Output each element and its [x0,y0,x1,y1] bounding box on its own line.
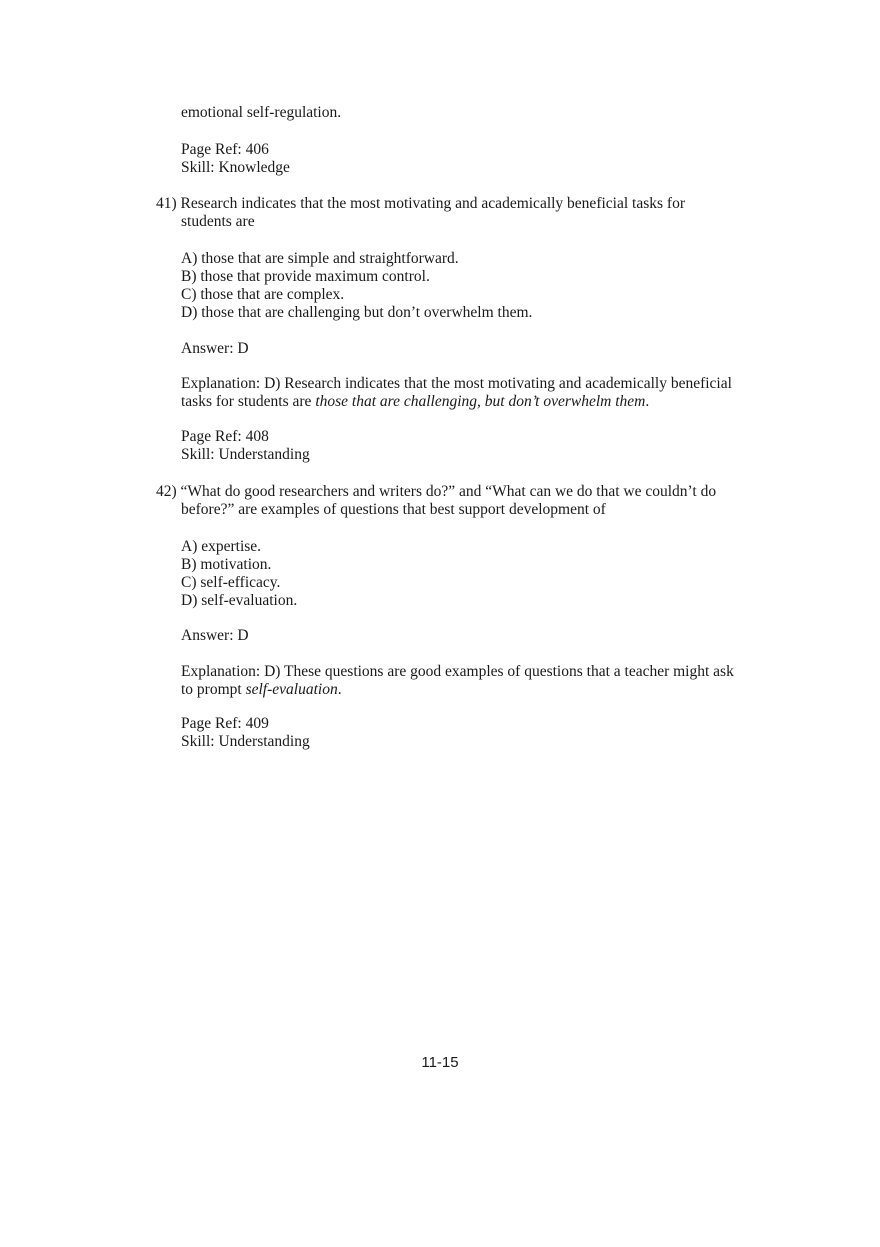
question-41-stem-line-1: Research indicates that the most motivating and academically beneficial tasks for [180,195,685,212]
question-42-answer: Answer: D [181,627,249,644]
question-42-stem-line-2: before?” are examples of questions that best support development of [181,501,606,518]
question-41-stem [156,195,685,213]
question-42-explanation-line-1: Explanation: D) These questions are good examples of questions that a teacher might ask [181,663,734,680]
question-41-explanation-end: . [645,393,650,410]
question-41-option-b: B) those that provide maximum control. [181,268,430,285]
prev-page-ref: Page Ref: 406 [181,141,269,158]
question-42-explanation-plain: to prompt [181,681,246,698]
question-41-skill: Skill: Understanding [181,446,310,463]
question-42-page-ref: Page Ref: 409 [181,715,269,732]
question-41-explanation-line-2 [181,393,649,411]
question-42-explanation-line-2 [181,681,342,699]
question-42-option-c: C) self-efficacy. [181,574,281,591]
question-41-page-ref: Page Ref: 408 [181,428,269,445]
question-41-option-a: A) those that are simple and straightforward. [181,250,459,267]
question-42-explanation-end: . [337,681,342,698]
question-42-explanation-italic: self-evaluation [245,681,338,698]
question-42-stem-line-1: “What do good researchers and writers do?” and “What can we do that we couldn’t do [180,483,717,500]
question-42-option-d: D) self-evaluation. [181,592,298,609]
prev-explanation-tail: emotional self-regulation. [181,104,342,121]
question-41-option-c: C) those that are complex. [181,286,345,303]
question-42-stem [156,483,716,501]
question-41-stem-line-2: students are [181,213,255,230]
question-41-explanation-line-1: Explanation: D) Research indicates that the most motivating and academically beneficial [181,375,732,392]
question-41-number: 41) [156,195,177,212]
question-41-explanation-italic: those that are challenging, but don’t overwhelm them [315,393,646,410]
page-number: 11-15 [421,1054,459,1071]
question-42-option-a: A) expertise. [181,538,262,555]
question-42-number: 42) [156,483,177,500]
question-42-option-b: B) motivation. [181,556,272,573]
question-41-option-d: D) those that are challenging but don’t overwhelm them. [181,304,533,321]
question-41-answer: Answer: D [181,340,249,357]
question-42-skill: Skill: Understanding [181,733,310,750]
prev-skill: Skill: Knowledge [181,159,290,176]
question-41-explanation-plain: tasks for students are [181,393,316,410]
